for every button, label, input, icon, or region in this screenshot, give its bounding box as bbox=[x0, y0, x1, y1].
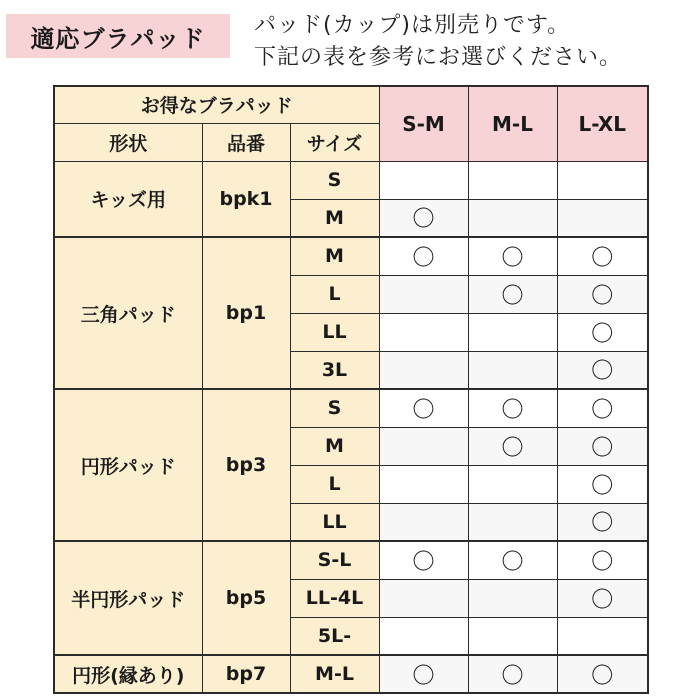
pad-shape-cell: キッズ用 bbox=[54, 161, 202, 237]
fit-mark-icon: 〇 bbox=[591, 245, 614, 271]
fit-cell bbox=[557, 579, 648, 617]
pad-size-cell: L bbox=[290, 275, 379, 313]
pad-size-cell: M bbox=[290, 199, 379, 237]
fit-mark-icon: 〇 bbox=[591, 549, 614, 575]
note-line-2: 下記の表を参考にお選びください。 bbox=[254, 45, 623, 70]
fit-cell bbox=[468, 275, 557, 313]
fit-cell bbox=[557, 503, 648, 541]
table-row bbox=[54, 237, 648, 275]
fit-cell bbox=[379, 503, 468, 541]
pad-size-cell: LL bbox=[290, 313, 379, 351]
fit-cell bbox=[468, 617, 557, 655]
note-line-1: パッド(カップ)は別売りです。 bbox=[254, 13, 571, 38]
fit-mark-icon: 〇 bbox=[501, 283, 524, 309]
fit-mark-icon: 〇 bbox=[501, 397, 524, 423]
fit-cell bbox=[379, 351, 468, 389]
fit-cell bbox=[379, 655, 468, 693]
table-row bbox=[54, 655, 648, 693]
fit-cell bbox=[557, 199, 648, 237]
pad-size-cell: M-L bbox=[290, 655, 379, 693]
fit-cell bbox=[557, 237, 648, 275]
fit-cell bbox=[468, 161, 557, 199]
column-header-shape: 形状 bbox=[54, 123, 202, 161]
fit-mark-icon: 〇 bbox=[591, 397, 614, 423]
pad-shape-cell: 円形(縁あり) bbox=[54, 655, 202, 693]
fit-cell bbox=[379, 199, 468, 237]
pad-size-cell: S-L bbox=[290, 541, 379, 579]
fit-cell bbox=[379, 427, 468, 465]
product-code-cell: bp7 bbox=[202, 655, 290, 693]
pad-size-cell: 3L bbox=[290, 351, 379, 389]
fit-cell bbox=[468, 655, 557, 693]
pad-size-cell: LL bbox=[290, 503, 379, 541]
bra-size-header: S-M bbox=[379, 86, 468, 161]
compatibility-table bbox=[53, 85, 649, 694]
section-tag-label: 適応ブラパッド bbox=[30, 24, 206, 53]
fit-cell bbox=[557, 275, 648, 313]
fit-mark-icon: 〇 bbox=[501, 245, 524, 271]
fit-cell bbox=[379, 275, 468, 313]
fit-cell bbox=[379, 541, 468, 579]
fit-cell bbox=[379, 579, 468, 617]
fit-cell bbox=[468, 237, 557, 275]
pad-shape-cell: 半円形パッド bbox=[54, 541, 202, 655]
fit-cell bbox=[379, 389, 468, 427]
fit-mark-icon: 〇 bbox=[591, 473, 614, 499]
fit-cell bbox=[468, 579, 557, 617]
product-code-cell: bp1 bbox=[202, 237, 290, 389]
fit-cell bbox=[379, 313, 468, 351]
fit-cell bbox=[557, 655, 648, 693]
pad-size-cell: L bbox=[290, 465, 379, 503]
pad-size-cell: LL-4L bbox=[290, 579, 379, 617]
fit-cell bbox=[468, 465, 557, 503]
product-code-cell: bpk1 bbox=[202, 161, 290, 237]
fit-mark-icon: 〇 bbox=[591, 359, 614, 385]
table-row bbox=[54, 389, 648, 427]
fit-mark-icon: 〇 bbox=[591, 663, 614, 689]
bra-size-header: L-XL bbox=[557, 86, 648, 161]
product-code-cell: bp3 bbox=[202, 389, 290, 541]
product-code-cell: bp5 bbox=[202, 541, 290, 655]
fit-cell bbox=[379, 161, 468, 199]
fit-mark-icon: 〇 bbox=[412, 207, 435, 233]
fit-mark-icon: 〇 bbox=[501, 663, 524, 689]
table-row bbox=[54, 161, 648, 199]
fit-cell bbox=[557, 427, 648, 465]
pad-size-cell: S bbox=[290, 389, 379, 427]
fit-cell bbox=[379, 617, 468, 655]
fit-mark-icon: 〇 bbox=[501, 435, 524, 461]
fit-cell bbox=[379, 465, 468, 503]
fit-mark-icon: 〇 bbox=[412, 245, 435, 271]
fit-cell bbox=[557, 389, 648, 427]
section-tag bbox=[6, 14, 230, 58]
group-header: お得なブラパッド bbox=[54, 86, 379, 123]
fit-mark-icon: 〇 bbox=[412, 549, 435, 575]
fit-mark-icon: 〇 bbox=[591, 511, 614, 537]
fit-cell bbox=[468, 351, 557, 389]
fit-cell bbox=[379, 237, 468, 275]
table-row bbox=[54, 541, 648, 579]
fit-cell bbox=[468, 427, 557, 465]
column-header-size: サイズ bbox=[290, 123, 379, 161]
pad-size-cell: M bbox=[290, 427, 379, 465]
fit-cell bbox=[468, 313, 557, 351]
fit-cell bbox=[557, 465, 648, 503]
table-body bbox=[54, 161, 648, 693]
fit-mark-icon: 〇 bbox=[591, 435, 614, 461]
fit-cell bbox=[557, 617, 648, 655]
fit-mark-icon: 〇 bbox=[412, 663, 435, 689]
fit-cell bbox=[557, 313, 648, 351]
fit-mark-icon: 〇 bbox=[591, 283, 614, 309]
fit-cell bbox=[468, 199, 557, 237]
fit-mark-icon: 〇 bbox=[591, 587, 614, 613]
note-text bbox=[254, 10, 622, 74]
fit-cell bbox=[557, 161, 648, 199]
fit-cell bbox=[468, 389, 557, 427]
fit-mark-icon: 〇 bbox=[501, 549, 524, 575]
fit-cell bbox=[468, 541, 557, 579]
pad-shape-cell: 円形パッド bbox=[54, 389, 202, 541]
column-header-code: 品番 bbox=[202, 123, 290, 161]
fit-mark-icon: 〇 bbox=[412, 397, 435, 423]
pad-size-cell: S bbox=[290, 161, 379, 199]
bra-size-header: M-L bbox=[468, 86, 557, 161]
fit-cell bbox=[468, 503, 557, 541]
pad-shape-cell: 三角パッド bbox=[54, 237, 202, 389]
pad-size-cell: M bbox=[290, 237, 379, 275]
fit-mark-icon: 〇 bbox=[591, 321, 614, 347]
fit-cell bbox=[557, 541, 648, 579]
fit-cell bbox=[557, 351, 648, 389]
pad-size-cell: 5L- bbox=[290, 617, 379, 655]
